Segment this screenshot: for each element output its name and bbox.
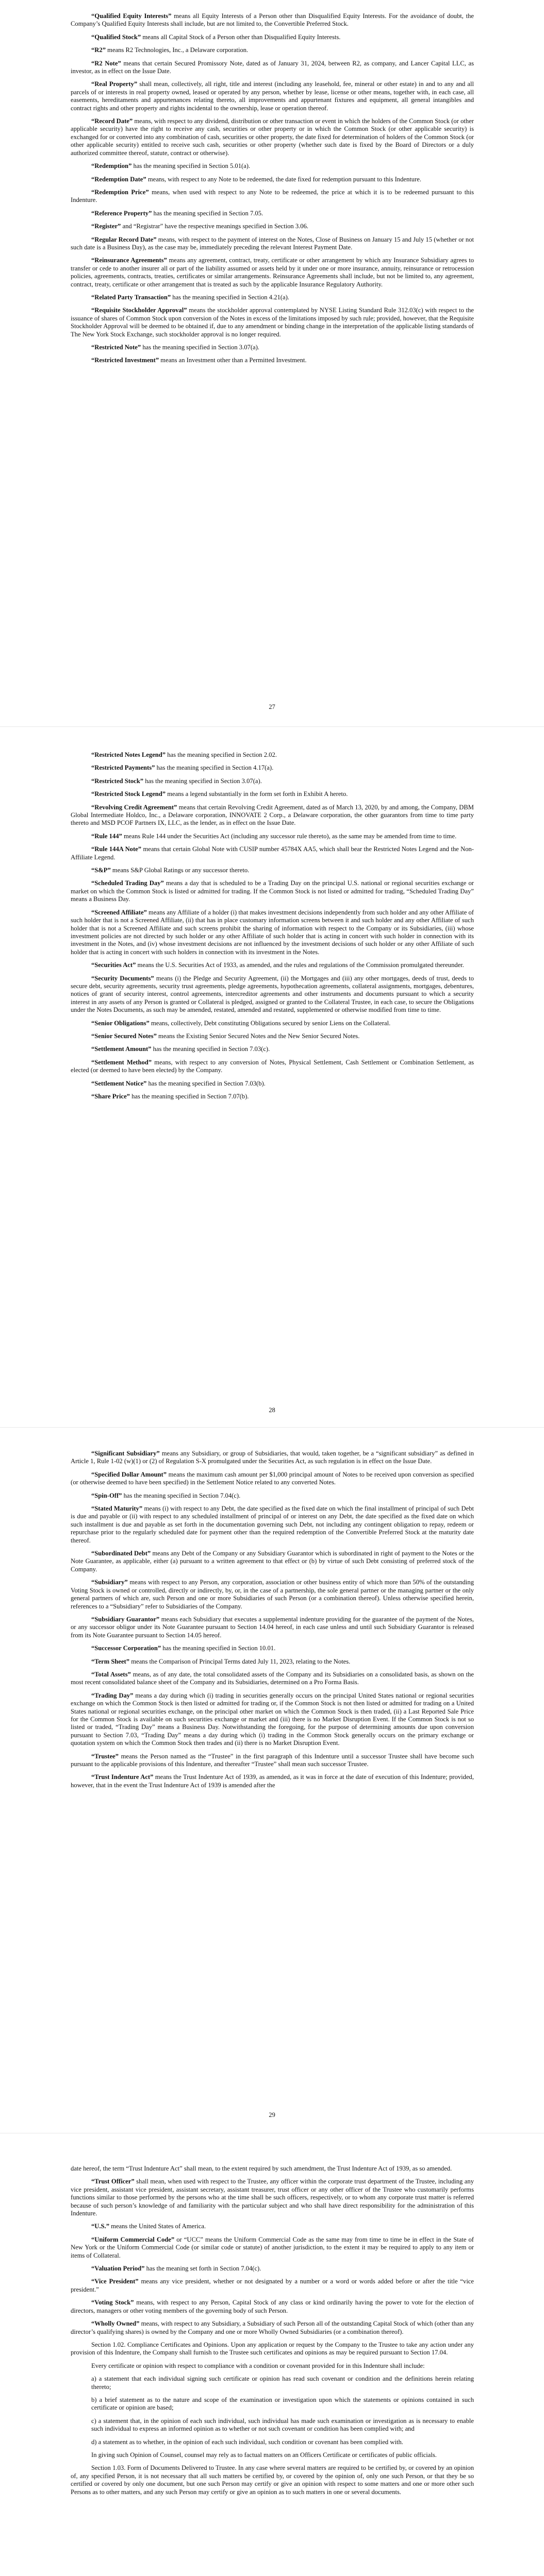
defined-term: “Trust Officer” — [91, 2178, 135, 2185]
definition-paragraph — [71, 1080, 474, 1088]
document-page-27 — [0, 0, 544, 726]
defined-term: “Screened Affiliate” — [91, 908, 147, 916]
document-page-29 — [0, 1427, 544, 2133]
body-paragraph — [71, 2341, 474, 2357]
paragraph-text: means, when used with respect to any Note to be redeemed, the price at which it is to be redeemed pursuant to this Indenture. — [71, 188, 474, 204]
definition-paragraph — [71, 357, 474, 364]
paragraph-text: means the Trust Indenture Act of 1939, as amended, as it was in force at the date of execution of this Indenture; provided, however, that in the event the Trust Indenture Act of 1939 is amended after the — [71, 1773, 474, 1789]
definition-paragraph — [71, 1450, 474, 1466]
defined-term: “Senior Obligations” — [91, 1019, 150, 1027]
paragraph-text: means any agreement, contract, treaty, certificate or other arrangement by which any Insurance Subsidiary agrees to transfer or cede to another insurer all or part of the liability assumed or assets held by it under one or more insurance, annuity, reinsurance or retrocession policies, agreements, contracts, treaties, certificates or similar arrangements. Reinsurance Agreements shall include, but not be limited to, any agreement, contract, treaty, certificate or other arrangement that is treated as such by the applicable Insurance Regulatory Authority. — [71, 257, 474, 288]
defined-term: “Record Date” — [91, 117, 133, 125]
defined-term: “Subsidiary Guarantor” — [91, 1615, 160, 1623]
defined-term: “U.S.” — [91, 2223, 109, 2230]
page-body — [71, 12, 474, 370]
definition-paragraph — [71, 975, 474, 1014]
defined-term: “Revolving Credit Agreement” — [91, 803, 177, 811]
definition-paragraph — [71, 1671, 474, 1687]
defined-term: “Redemption” — [91, 162, 132, 170]
defined-term: “Settlement Method” — [91, 1058, 152, 1066]
definition-paragraph — [71, 117, 474, 157]
defined-term: “Register” — [91, 223, 121, 230]
paragraph-text: means a legend substantially in the form set forth in Exhibit A hereto. — [166, 790, 348, 798]
body-paragraph — [71, 2165, 474, 2173]
paragraph-text: means an Investment other than a Permitted Investment. — [159, 357, 307, 364]
defined-term: “Scheduled Trading Day” — [91, 879, 164, 887]
defined-term: “Total Assets” — [91, 1670, 131, 1678]
paragraph-text: has the meaning specified in Section 5.01(a). — [131, 162, 251, 170]
defined-term: “Restricted Stock” — [91, 777, 144, 785]
paragraph-text: has the meaning specified in Section 7.03(b). — [146, 1079, 266, 1087]
paragraph-text: means the Existing Senior Secured Notes and the New Senior Secured Notes. — [156, 1032, 360, 1040]
definition-paragraph — [71, 1658, 474, 1666]
page-body — [71, 2165, 474, 2501]
paragraph-text: means that certain Secured Promissory Note, dated as of January 31, 2024, between R2, as company, and Lancer Capital LLC, as investor, as in effect on the Issue Date. — [71, 59, 474, 75]
definition-paragraph — [71, 879, 474, 903]
definition-paragraph — [71, 12, 474, 28]
defined-term: “Qualified Stock” — [91, 33, 141, 41]
paragraph-text: means a day that is scheduled to be a Trading Day on the principal U.S. national or regional securities exchange or market on which the Common Stock is listed or admitted for trading. If the Common Stock is not listed or admitted for trading, “Scheduled Trading Day” means a Business Day. — [71, 879, 474, 903]
defined-term: “Term Sheet” — [91, 1657, 130, 1665]
paragraph-text: means, with respect to any Note to be redeemed, the date fixed for redemption pursuant to this Indenture. — [146, 175, 422, 183]
definition-paragraph — [71, 2299, 474, 2315]
definition-paragraph — [71, 1059, 474, 1075]
defined-term: “Security Documents” — [91, 974, 154, 982]
definition-paragraph — [71, 867, 474, 874]
defined-term: “Specified Dollar Amount” — [91, 1470, 167, 1478]
paragraph-text: means, with respect to any Person, Capital Stock of any class or kind ordinarily having the power to vote for the election of directors, managers or other voting members of the governing body of such Person. — [71, 2299, 474, 2314]
defined-term: “Settlement Notice” — [91, 1079, 147, 1087]
definition-paragraph — [71, 1579, 474, 1611]
definition-paragraph — [71, 1505, 474, 1545]
defined-term: “Subsidiary” — [91, 1579, 128, 1586]
paragraph-text: means, with respect to any dividend, distribution or other transaction or event in which the holders of the Common Stock (or other applicable security) have the right to receive any cash, securities or other property or in which the Common Stock (or other applicable security) is exchanged for or converted into any combination of cash, securities or other property, the date fixed for determination of holders of the Common Stock (or other applicable security) entitled to receive such cash, securities or other property (whether such date is fixed by the Board of Directors or a duly authorized committee thereof, statute, contract or otherwise). — [71, 117, 474, 157]
defined-term: “Spin-Off” — [91, 1492, 122, 1499]
paragraph-text: has the meaning specified in Section 4.17(a). — [155, 764, 274, 772]
definition-paragraph — [71, 46, 474, 54]
defined-term: “Reference Property” — [91, 209, 152, 217]
paragraph-text: means (i) with respect to any Debt, the date specified as the fixed date on which the final installment of principal of such Debt is due and payable or (ii) with respect to any scheduled installment of principal of or interest on any Debt, the date specified as the fixed date on which such installment is due and payable as set forth in the documentation governing such Debt, not including any contingent obligation to repay, redeem or repurchase prior to the regularly scheduled date for payment other than the required redemption of the Convertible Preferred Stock at the maturity date thereof. — [71, 1505, 474, 1544]
list-item — [71, 2396, 474, 2412]
defined-term: “Significant Subsidiary” — [91, 1450, 160, 1457]
definition-paragraph — [71, 2236, 474, 2260]
definition-paragraph — [71, 1645, 474, 1652]
definition-paragraph — [71, 189, 474, 205]
paragraph-text: means that certain Revolving Credit Agreement, dated as of March 13, 2020, by and among, the Company, DBM Global Intermediate Holdco, Inc., a Delaware corporation, INNOVATE 2 Corp., a Delaware corporation, the other guarantors from time to time party thereto and MSD PCOF Partners IX, LLC, as the lender, as in effect on the Issue Date. — [71, 803, 474, 827]
paragraph-text: means the Person named as the “Trustee” in the first paragraph of this Indenture until a successor Trustee shall have become such pursuant to the applicable provisions of this Indenture, and thereafter “Trustee” shall mean such successor Trustee. — [71, 1752, 474, 1768]
definition-paragraph — [71, 845, 474, 861]
definition-paragraph — [71, 909, 474, 956]
defined-term: “Rule 144” — [91, 832, 122, 840]
paragraph-text: means (i) the Pledge and Security Agreement, (ii) the Mortgages and (iii) any other mortgages, deeds of trust, deeds to secure debt, security agreements, security trust agreements, pledge agreements, hypothecation agreements, collateral assignments, mortgages, debentures, notices of grant of security interest, control agreements, intercreditor agreements and other instruments and documents pursuant to which a security interest in any assets of any Person is granted or Collateral is pledged, assigned or granted to the Collateral Trustee, in each case, to secure the Obligations under the Notes Documents, as such may be amended, restated, amended and restated, supplemented or otherwise modified from time to time. — [71, 974, 474, 1014]
definition-paragraph — [71, 961, 474, 969]
defined-term: “Trustee” — [91, 1752, 119, 1760]
defined-term: “Uniform Commercial Code” — [91, 2235, 175, 2243]
paragraph-text: means each Subsidiary that executes a supplemental indenture providing for the guarantee of the payment of the Notes, or any successor obligor under its Note Guarantee pursuant to Section 14.04 hereof, in each case unless and until such Subsidiary Guarantor is released from its Note Guarantee pursuant to Section 14.05 hereof. — [71, 1615, 474, 1639]
defined-term: “R2 Note” — [91, 59, 121, 67]
paragraph-text: and “Registrar” have the respective meanings specified in Section 3.06. — [121, 223, 309, 230]
paragraph-text: means S&P Global Ratings or any successor thereto. — [110, 867, 250, 874]
definition-paragraph — [71, 764, 474, 772]
paragraph-text: has the meaning specified in Section 7.07(b). — [129, 1093, 249, 1100]
defined-term: “Voting Stock” — [91, 2299, 134, 2307]
paragraph-text: means the Comparison of Principal Terms dated July 11, 2023, relating to the Notes. — [129, 1657, 351, 1665]
paragraph-text: means, as of any date, the total consolidated assets of the Company and its Subsidiaries on a consolidated basis, as shown on the most recent consolidated balance sheet of the Company and its Subsidiaries, determined on a Pro Forma Basis. — [71, 1670, 474, 1686]
document-page-28 — [0, 726, 544, 1427]
paragraph-text: means with respect to any Person, any corporation, association or other business entity of which more than 50% of the outstanding Voting Stock is owned or controlled, directly or indirectly, by, or, in the case of a partnership, the sole general partner or the managing partner or the only general partners of which are, such Person and one or more Subsidiaries of such Person (or a combination thereof). Unless otherwise specified herein, references to a “Subsidiary” refer to Subsidiaries of the Company. — [71, 1579, 474, 1610]
paragraph-text: shall mean, when used with respect to the Trustee, any officer within the corporate trust department of the Trustee, including any vice president, assistant vice president, assistant secretary, assistant treasurer, trust officer or any other officer of the Trustee who customarily performs functions similar to those performed by the persons who at the time shall be such officers, respectively, or to whom any corporate trust matter is referred because of such person’s knowledge of and familiarity with the particular subject and who shall have direct responsibility for the administration of this Indenture. — [71, 2178, 474, 2217]
defined-term: “Qualified Equity Interests” — [91, 12, 172, 20]
paragraph-text: means a day during which (i) trading in securities generally occurs on the principal United States national or regional securities exchange on which the Common Stock is then listed or admitted for trading or, if the Common Stock is not then listed or admitted for trading on a United States national or regional securities exchange, on the principal other market on which the Common Stock is then traded, (ii) a Last Reported Sale Price for the Common Stock is available on such securities exchange or market and (iii) there is no Market Disruption Event. If the Common Stock is not so listed or traded, “Trading Day” means a Business Day. Notwithstanding the foregoing, for the purpose of determining amounts due upon conversion pursuant to Section 7.03, “Trading Day” means a day during which (i) trading in the Common Stock generally occurs on the primary exchange or quotation system on which the Common Stock then trades and (ii) there is no Market Disruption Event. — [71, 1691, 474, 1747]
defined-term: “Vice President” — [91, 2278, 139, 2285]
defined-term: “Securities Act” — [91, 961, 136, 969]
defined-term: “Regular Record Date” — [91, 235, 157, 243]
paragraph-text: Every certificate or opinion with respect to compliance with a condition or covenant provided for in this Indenture shall include: — [91, 2362, 425, 2369]
definition-paragraph — [71, 790, 474, 798]
paragraph-text: has the meaning specified in Section 2.02. — [166, 751, 277, 758]
paragraph-text: means R2 Technologies, Inc., a Delaware corporation. — [106, 46, 249, 54]
paragraph-text: c) a statement that, in the opinion of each such individual, such individual has made such examination or investigation as is necessary to enable such individual to express an informed opinion as to whether or not such covenant or condition has been complied with; and — [91, 2417, 474, 2433]
definition-paragraph — [71, 1471, 474, 1487]
list-item — [71, 2375, 474, 2391]
definition-paragraph — [71, 2265, 474, 2273]
paragraph-text: means any Debt of the Company or any Subsidiary Guarantor which is subordinated in right of payment to the Notes or the Note Guarantee, as applicable, either (a) pursuant to a written agreement to that effect or (b) by virtue of such Debt consisting of preferred stock of the Company. — [71, 1550, 474, 1573]
page-number: 27 — [269, 703, 275, 710]
definition-paragraph — [71, 2320, 474, 2336]
list-item — [71, 2438, 474, 2446]
defined-term: “Redemption Price” — [91, 188, 149, 196]
definition-paragraph — [71, 1616, 474, 1639]
defined-term: “Stated Maturity” — [91, 1505, 143, 1513]
definition-paragraph — [71, 1093, 474, 1100]
document-page-30 — [0, 2133, 544, 2576]
defined-term: “Subordinated Debt” — [91, 1550, 151, 1557]
definition-paragraph — [71, 307, 474, 338]
definition-paragraph — [71, 1753, 474, 1769]
body-paragraph — [71, 2362, 474, 2370]
paragraph-text: has the meaning set forth in Section 7.04(c). — [144, 2265, 261, 2273]
paragraph-text: has the meaning specified in Section 3.07(a). — [143, 777, 262, 785]
definition-paragraph — [71, 294, 474, 301]
defined-term: “Wholly Owned” — [91, 2320, 140, 2328]
definition-paragraph — [71, 777, 474, 785]
defined-term: “R2” — [91, 46, 106, 54]
defined-term: “Settlement Amount” — [91, 1045, 152, 1053]
paragraph-text: means the United States of America. — [109, 2223, 206, 2230]
definition-paragraph — [71, 33, 474, 41]
definition-paragraph — [71, 751, 474, 759]
defined-term: “Restricted Payments” — [91, 764, 155, 772]
definition-paragraph — [71, 1492, 474, 1500]
defined-term: “Restricted Note” — [91, 344, 141, 351]
paragraph-text: means any Subsidiary, or group of Subsidiaries, that would, taken together, be a “significant subsidiary” as defined in Article 1, Rule 1-02 (w)(1) or (2) of Regulation S-X promulgated under the Securities Act, as such regulation is in effect on the Issue Date. — [71, 1450, 474, 1465]
paragraph-text: means Rule 144 under the Securities Act (including any successor rule thereto), as the same may be amended from time to time. — [122, 832, 457, 840]
list-item — [71, 2417, 474, 2433]
paragraph-text: or “UCC” means the Uniform Commercial Code as the same may from time to time be in effect in the State of New York or the Uniform Commercial Code (or similar code or statute) of another jurisdiction, to the extent it may be required to apply to any item or items of Collateral. — [71, 2235, 474, 2259]
defined-term: “Requisite Stockholder Approval” — [91, 307, 187, 314]
defined-term: “Real Property” — [91, 80, 138, 88]
paragraph-text: b) a brief statement as to the nature and scope of the examination or investigation upon which the statements or opinions contained in such certificate or opinion are based; — [91, 2396, 474, 2412]
paragraph-text: means, collectively, Debt constituting Obligations secured by senior Liens on the Collateral. — [149, 1019, 391, 1027]
paragraph-text: a) a statement that each individual signing such certificate or opinion has read such covenant or condition and the definitions herein relating thereto; — [91, 2375, 474, 2391]
paragraph-text: has the meaning specified in Section 7.04(c). — [122, 1492, 241, 1499]
defined-term: “Senior Secured Notes” — [91, 1032, 157, 1040]
definition-paragraph — [71, 833, 474, 840]
defined-term: “Rule 144A Note” — [91, 845, 142, 853]
definition-paragraph — [71, 1045, 474, 1053]
paragraph-text: means any vice president, whether or not designated by a number or a word or words added before or after the title “vice president.” — [71, 2278, 474, 2293]
definition-paragraph — [71, 344, 474, 351]
definition-paragraph — [71, 60, 474, 76]
paragraph-text: means, with respect to any Subsidiary, a Subsidiary of such Person all of the outstanding Capital Stock of which (other than any director’s qualifying shares) is owned by the Company and one or more Wholly Owned Subsidiaries (or a combination thereof). — [71, 2320, 474, 2335]
paragraph-text: means all Equity Interests of a Person other than Disqualified Equity Interests. For the avoidance of doubt, the Company’s Qualified Equity Interests shall include, but are not limited to, the Convertible Preferred Stock. — [71, 12, 474, 28]
definition-paragraph — [71, 223, 474, 230]
definition-paragraph — [71, 210, 474, 217]
defined-term: “Successor Corporation” — [91, 1645, 161, 1652]
defined-term: “Restricted Notes Legend” — [91, 751, 166, 758]
paragraph-text: means, with respect to any conversion of Notes, Physical Settlement, Cash Settlement or Combination Settlement, as elected (or deemed to have been elected) by the Company. — [71, 1058, 474, 1074]
defined-term: “Redemption Date” — [91, 175, 146, 183]
defined-term: “Trust Indenture Act” — [91, 1773, 154, 1781]
paragraph-text: has the meaning specified in Section 4.21(a). — [171, 293, 289, 301]
definition-paragraph — [71, 2278, 474, 2294]
body-paragraph — [71, 2451, 474, 2459]
paragraph-text: In giving such Opinion of Counsel, counsel may rely as to factual matters on an Officers Certificate or certificates of public officials. — [91, 2451, 437, 2459]
paragraph-text: means that certain Global Note with CUSIP number 45784X AA5, which shall bear the Restricted Notes Legend and the Non-Affiliate Legend. — [71, 845, 474, 861]
defined-term: “Share Price” — [91, 1093, 130, 1100]
definition-paragraph — [71, 804, 474, 827]
body-paragraph — [71, 2464, 474, 2496]
definition-paragraph — [71, 1550, 474, 1573]
paragraph-text: means, with respect to the payment of interest on the Notes, Close of Business on January 15 and July 15 (whether or not such date is a Business Day), as the case may be, immediately preceding the relevant Interest Payment Date. — [71, 235, 474, 251]
page-body — [71, 1450, 474, 1794]
definition-paragraph — [71, 1692, 474, 1748]
paragraph-text: has the meaning specified in Section 7.03(c). — [151, 1045, 270, 1053]
defined-term: “Valuation Period” — [91, 2265, 145, 2273]
page-number: 29 — [269, 2111, 275, 2119]
paragraph-text: means any Affiliate of a holder (i) that makes investment decisions independently from such holder and any other Affiliate of such holder that is not a Screened Affiliate, (ii) that has in place customary information screens between it and such holder and any other Affiliate of such holder that is not a Screened Affiliate and such screens prohibit the sharing of information with respect to the Company or its Subsidiaries, (iii) whose investment policies are not directed by such holder or any other Affiliate of such holder that is acting in concert with such holder in connection with its investment in the Notes, and (iv) whose investment decisions are not influenced by the investment decisions of such holder or any other Affiliate of such holder that is acting in concert with such holders in connection with its investment in the Notes. — [71, 908, 474, 956]
definition-paragraph — [71, 1020, 474, 1027]
paragraph-text: means the maximum cash amount per $1,000 principal amount of Notes to be received upon conversion as specified (or otherwise deemed to have been specified) in the Settlement Notice related to any converted Notes. — [71, 1470, 474, 1486]
paragraph-text: Section 1.03. Form of Documents Delivered to Trustee. In any case where several matters are required to be certified by, or covered by an opinion of, any specified Person, it is not necessary that all such matters be certified by, or covered by the opinion of, only one such Person, or that they be so certified or covered by only one document, but one such Person may certify or give an opinion with respect to some matters and one or more other such Persons as to other matters, and any such Person may certify or give an opinion as to such matters in one or several documents. — [71, 2464, 474, 2496]
paragraph-text: Section 1.02. Compliance Certificates and Opinions. Upon any application or request by the Company to the Trustee to take any action under any provision of this Indenture, the Company shall furnish to the Trustee such certificates and opinions as may be required pursuant to Section 17.04. — [71, 2341, 474, 2357]
paragraph-text: d) a statement as to whether, in the opinion of each such individual, such condition or covenant has been complied with. — [91, 2438, 403, 2446]
definition-paragraph — [71, 2223, 474, 2230]
definition-paragraph — [71, 236, 474, 252]
definition-paragraph — [71, 257, 474, 289]
defined-term: “S&P” — [91, 867, 111, 874]
defined-term: “Trading Day” — [91, 1691, 134, 1699]
page-number: 28 — [269, 1406, 275, 1414]
defined-term: “Related Party Transaction” — [91, 293, 171, 301]
paragraph-text: shall mean, collectively, all right, title and interest (including any leasehold, fee, mineral or other estate) in and to any and all parcels of or interests in real property owned, leased or operated by any person, whether by lease, license or other means, together with, in each case, all easements, hereditaments and appurtenances relating thereto, all improvements and appurtenant fixtures and equipment, all general intangibles and contract rights and other property and rights incidental to the ownership, lease or operation thereof. — [71, 80, 474, 112]
defined-term: “Restricted Stock Legend” — [91, 790, 166, 798]
definition-paragraph — [71, 1032, 474, 1040]
paragraph-text: has the meaning specified in Section 7.05. — [152, 209, 263, 217]
defined-term: “Restricted Investment” — [91, 357, 159, 364]
paragraph-text: has the meaning specified in Section 3.07(a). — [141, 344, 259, 351]
paragraph-text: date hereof, the term “Trust Indenture Act” shall mean, to the extent required by such amendment, the Trust Indenture Act of 1939, as so amended. — [71, 2165, 452, 2172]
paragraph-text: means the U.S. Securities Act of 1933, as amended, and the rules and regulations of the Commission promulgated thereunder. — [136, 961, 464, 969]
definition-paragraph — [71, 1773, 474, 1789]
definition-paragraph — [71, 162, 474, 170]
definition-paragraph — [71, 80, 474, 112]
paragraph-text: has the meaning specified in Section 10.01. — [161, 1645, 276, 1652]
paragraph-text: means all Capital Stock of a Person other than Disqualified Equity Interests. — [141, 33, 341, 41]
definition-paragraph — [71, 2178, 474, 2217]
page-body — [71, 751, 474, 1106]
defined-term: “Reinsurance Agreements” — [91, 257, 167, 264]
definition-paragraph — [71, 176, 474, 183]
paragraph-text: means the stockholder approval contemplated by NYSE Listing Standard Rule 312.03(c) with respect to the issuance of shares of Common Stock upon conversion of the Notes in excess of the limitations imposed by such rule; provided, however, that the Requisite Stockholder Approval will be deemed to be obtained if, due to any amendment or binding change in the interpretation of the applicable listing standards of The New York Stock Exchange, such stockholder approval is no longer required. — [71, 307, 474, 338]
